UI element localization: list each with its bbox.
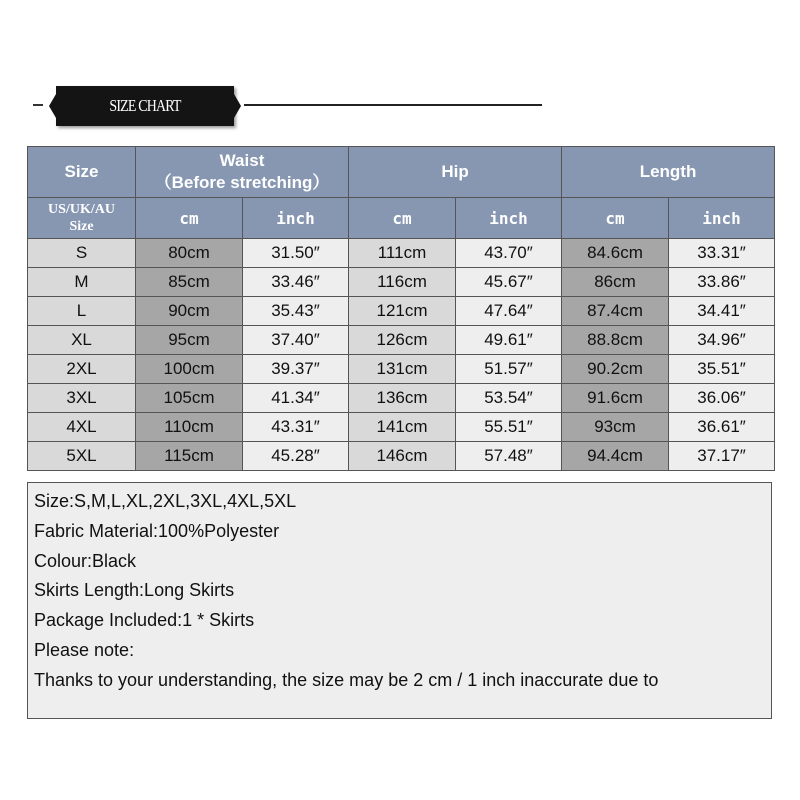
info-fabric: Fabric Material:100%Polyester bbox=[34, 520, 280, 541]
waist-inch-cell: 41.34″ bbox=[243, 384, 349, 413]
length-cm-cell: 94.4cm bbox=[562, 442, 669, 471]
subheader-size-regions: US/UK/AU bbox=[48, 202, 115, 217]
hip-inch-cell: 57.48″ bbox=[456, 442, 562, 471]
banner-tab bbox=[56, 86, 234, 126]
table-header-row bbox=[28, 147, 775, 198]
header-waist bbox=[136, 147, 349, 198]
hip-inch-cell: 55.51″ bbox=[456, 413, 562, 442]
waist-inch-cell: 43.31″ bbox=[243, 413, 349, 442]
subheader-waist-inch: inch bbox=[243, 198, 349, 239]
length-cm-cell: 91.6cm bbox=[562, 384, 669, 413]
size-table bbox=[27, 146, 775, 471]
table-row bbox=[28, 355, 775, 384]
size-cell: M bbox=[28, 268, 136, 297]
length-inch-cell: 35.51″ bbox=[669, 355, 775, 384]
size-cell: 2XL bbox=[28, 355, 136, 384]
length-cm-cell: 90.2cm bbox=[562, 355, 669, 384]
size-chart-banner bbox=[0, 84, 800, 128]
size-cell: 5XL bbox=[28, 442, 136, 471]
length-cm-cell: 88.8cm bbox=[562, 326, 669, 355]
product-info-box bbox=[27, 482, 772, 719]
waist-cm-cell: 110cm bbox=[136, 413, 243, 442]
length-cm-cell: 93cm bbox=[562, 413, 669, 442]
banner-dash bbox=[33, 104, 43, 106]
info-note-heading: Please note: bbox=[34, 639, 135, 660]
table-subheader-row bbox=[28, 198, 775, 239]
subheader-hip-cm: cm bbox=[349, 198, 456, 239]
table-row bbox=[28, 239, 775, 268]
waist-cm-cell: 105cm bbox=[136, 384, 243, 413]
length-cm-cell: 87.4cm bbox=[562, 297, 669, 326]
length-inch-cell: 33.86″ bbox=[669, 268, 775, 297]
header-size: Size bbox=[28, 147, 136, 198]
info-skirt-length: Skirts Length:Long Skirts bbox=[34, 580, 235, 601]
waist-inch-cell: 35.43″ bbox=[243, 297, 349, 326]
hip-cm-cell: 111cm bbox=[349, 239, 456, 268]
size-cell: 4XL bbox=[28, 413, 136, 442]
table-row bbox=[28, 268, 775, 297]
waist-cm-cell: 115cm bbox=[136, 442, 243, 471]
length-inch-cell: 34.96″ bbox=[669, 326, 775, 355]
waist-cm-cell: 85cm bbox=[136, 268, 243, 297]
hip-inch-cell: 45.67″ bbox=[456, 268, 562, 297]
subheader-hip-inch: inch bbox=[456, 198, 562, 239]
length-inch-cell: 34.41″ bbox=[669, 297, 775, 326]
hip-inch-cell: 53.54″ bbox=[456, 384, 562, 413]
hip-inch-cell: 49.61″ bbox=[456, 326, 562, 355]
subheader-waist-cm: cm bbox=[136, 198, 243, 239]
table-row bbox=[28, 384, 775, 413]
waist-cm-cell: 80cm bbox=[136, 239, 243, 268]
subheader-size-label: Size bbox=[69, 219, 94, 234]
waist-inch-cell: 33.46″ bbox=[243, 268, 349, 297]
size-cell: L bbox=[28, 297, 136, 326]
subheader-size bbox=[28, 198, 136, 239]
size-cell: S bbox=[28, 239, 136, 268]
length-cm-cell: 86cm bbox=[562, 268, 669, 297]
hip-cm-cell: 131cm bbox=[349, 355, 456, 384]
length-inch-cell: 36.06″ bbox=[669, 384, 775, 413]
hip-cm-cell: 121cm bbox=[349, 297, 456, 326]
info-colour: Colour:Black bbox=[34, 550, 137, 571]
subheader-length-inch: inch bbox=[669, 198, 775, 239]
info-note-text: Thanks to your understanding, the size may be 2 cm / 1 inch inaccurate due to bbox=[34, 669, 659, 690]
subheader-length-cm: cm bbox=[562, 198, 669, 239]
hip-cm-cell: 126cm bbox=[349, 326, 456, 355]
hip-cm-cell: 141cm bbox=[349, 413, 456, 442]
waist-inch-cell: 45.28″ bbox=[243, 442, 349, 471]
info-package: Package Included:1 * Skirts bbox=[34, 610, 255, 631]
length-inch-cell: 33.31″ bbox=[669, 239, 775, 268]
table-row bbox=[28, 297, 775, 326]
waist-cm-cell: 90cm bbox=[136, 297, 243, 326]
length-inch-cell: 37.17″ bbox=[669, 442, 775, 471]
hip-cm-cell: 116cm bbox=[349, 268, 456, 297]
waist-inch-cell: 39.37″ bbox=[243, 355, 349, 384]
hip-inch-cell: 43.70″ bbox=[456, 239, 562, 268]
waist-inch-cell: 31.50″ bbox=[243, 239, 349, 268]
header-hip: Hip bbox=[349, 147, 562, 198]
table-row bbox=[28, 326, 775, 355]
table-row bbox=[28, 442, 775, 471]
size-cell: XL bbox=[28, 326, 136, 355]
table-row bbox=[28, 413, 775, 442]
length-cm-cell: 84.6cm bbox=[562, 239, 669, 268]
header-waist-label: Waist bbox=[219, 151, 265, 170]
banner-title: SIZE CHART bbox=[109, 96, 181, 115]
hip-inch-cell: 51.57″ bbox=[456, 355, 562, 384]
hip-inch-cell: 47.64″ bbox=[456, 297, 562, 326]
size-cell: 3XL bbox=[28, 384, 136, 413]
header-length: Length bbox=[562, 147, 775, 198]
info-sizes: Size:S,M,L,XL,2XL,3XL,4XL,5XL bbox=[34, 491, 297, 511]
banner-rule bbox=[244, 104, 542, 106]
waist-inch-cell: 37.40″ bbox=[243, 326, 349, 355]
header-waist-note: （Before stretching） bbox=[154, 173, 330, 192]
waist-cm-cell: 100cm bbox=[136, 355, 243, 384]
waist-cm-cell: 95cm bbox=[136, 326, 243, 355]
length-inch-cell: 36.61″ bbox=[669, 413, 775, 442]
hip-cm-cell: 146cm bbox=[349, 442, 456, 471]
hip-cm-cell: 136cm bbox=[349, 384, 456, 413]
